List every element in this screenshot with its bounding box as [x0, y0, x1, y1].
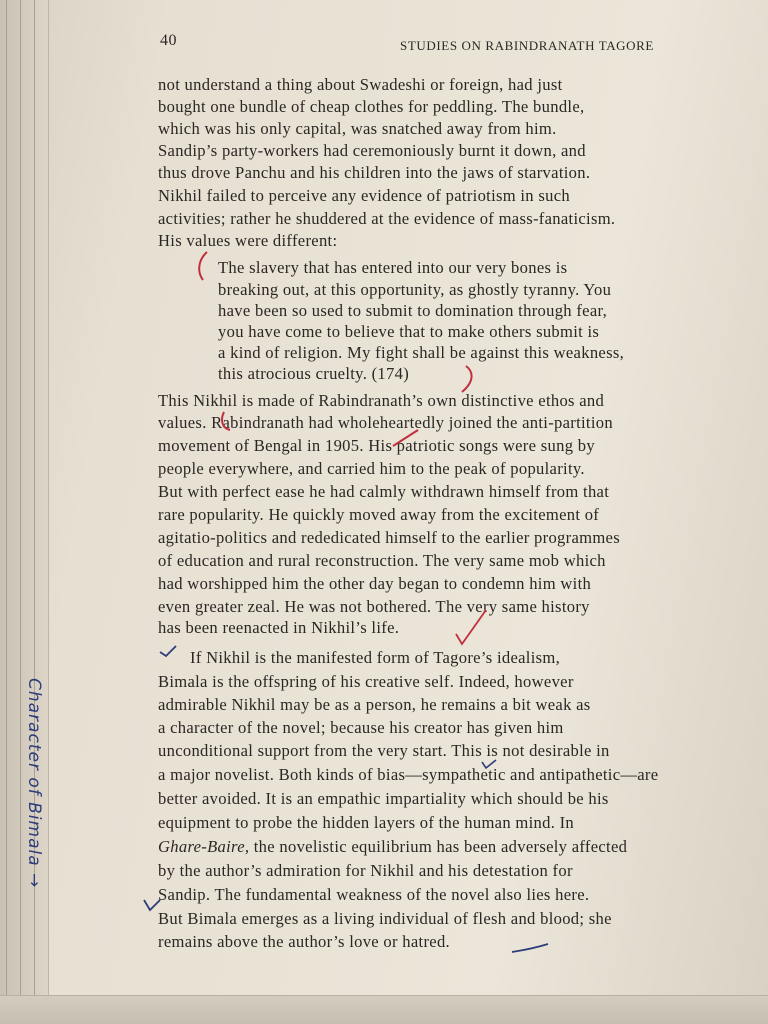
text-line: by the author’s admiration for Nikhil and his detestation for [158, 861, 573, 880]
text-line: admirable Nikhil may be as a person, he remains a bit weak as [158, 695, 591, 714]
handwritten-margin-note: Character of Bimala → [24, 678, 44, 889]
text-line: But with perfect ease he had calmly withdrawn himself from that [158, 482, 610, 501]
quote-line: have been so used to submit to domination through fear, [218, 301, 608, 320]
text-line: This Nikhil is made of Rabindranath’s own distinctive ethos and [158, 391, 605, 410]
quote-line: breaking out, at this opportunity, as ghostly tyranny. You [218, 280, 612, 299]
text-line: equipment to probe the hidden layers of the human mind. In [158, 813, 575, 832]
text-line: rare popularity. He quickly moved away from the excitement of [158, 505, 600, 524]
comma-mark [222, 412, 230, 430]
text-line: His values were different: [158, 231, 338, 250]
text-line: movement of Bengal in 1905. His patriotic songs were sung by [158, 436, 595, 455]
open-bracket-mark [199, 252, 207, 280]
stroke-mark [393, 430, 418, 446]
text-line: people everywhere, and carried him to the peak of popularity. [158, 459, 585, 478]
text-line: If Nikhil is the manifested form of Tagore’s idealism, [190, 648, 561, 667]
close-bracket-mark [462, 366, 472, 392]
text-line: values. Rabindranath had wholeheartedly joined the anti-partition [158, 413, 613, 432]
text-line: not understand a thing about Swadeshi or foreign, had just [158, 75, 563, 94]
italic-title: Ghare-Baire, [158, 837, 250, 856]
running-head: STUDIES ON RABINDRANATH TAGORE [400, 38, 654, 53]
text-line: Bimala is the offspring of his creative self. Indeed, however [158, 672, 574, 691]
text-line: has been reenacted in Nikhil’s life. [158, 618, 400, 637]
text-line: which was his only capital, was snatched away from him. [158, 119, 557, 138]
text-line: bought one bundle of cheap clothes for peddling. The bundle, [158, 97, 585, 116]
text-line: a character of the novel; because his creator has given him [158, 718, 564, 737]
text-line: activities; rather he shuddered at the evidence of mass-fanaticism. [158, 209, 616, 228]
check-mark [482, 760, 496, 768]
text-line: had worshipped him the other day began to condemn him with [158, 574, 592, 593]
text-line: a major novelist. Both kinds of bias—sympathetic and antipathetic—are [158, 765, 659, 784]
quote-line: you have come to believe that to make others submit is [218, 322, 600, 341]
text-line: Sandip’s party-workers had ceremoniously burnt it down, and [158, 141, 586, 160]
text-line: Sandip. The fundamental weakness of the novel also lies here. [158, 885, 590, 904]
check-mark [456, 610, 486, 644]
text-line: remains above the author’s love or hatred. [158, 932, 450, 951]
text-line: unconditional support from the very start. This is not desirable in [158, 741, 610, 760]
check-mark [160, 646, 176, 656]
quote-line: The slavery that has entered into our very bones is [218, 258, 568, 277]
text-line: of education and rural reconstruction. The very same mob which [158, 551, 606, 570]
quote-line: this atrocious cruelty. (174) [218, 364, 410, 383]
page-number: 40 [160, 32, 177, 49]
check-mark [144, 900, 160, 910]
text-line: better avoided. It is an empathic impartiality which should be his [158, 789, 609, 808]
text-line: But Bimala emerges as a living individual of flesh and blood; she [158, 909, 612, 928]
text-line: Nikhil failed to perceive any evidence of patriotism in such [158, 186, 570, 205]
underline-mark [512, 944, 548, 952]
text-line: thus drove Panchu and his children into the jaws of starvation. [158, 163, 591, 182]
text-line: agitatio-politics and rededicated himself to the earlier programmes [158, 528, 620, 547]
text-line: even greater zeal. He was not bothered. The very same history [158, 597, 590, 616]
quote-line: a kind of religion. My fight shall be against this weakness, [218, 343, 625, 362]
text-fragment: the novelistic equilibrium has been adversely affected [253, 837, 628, 856]
